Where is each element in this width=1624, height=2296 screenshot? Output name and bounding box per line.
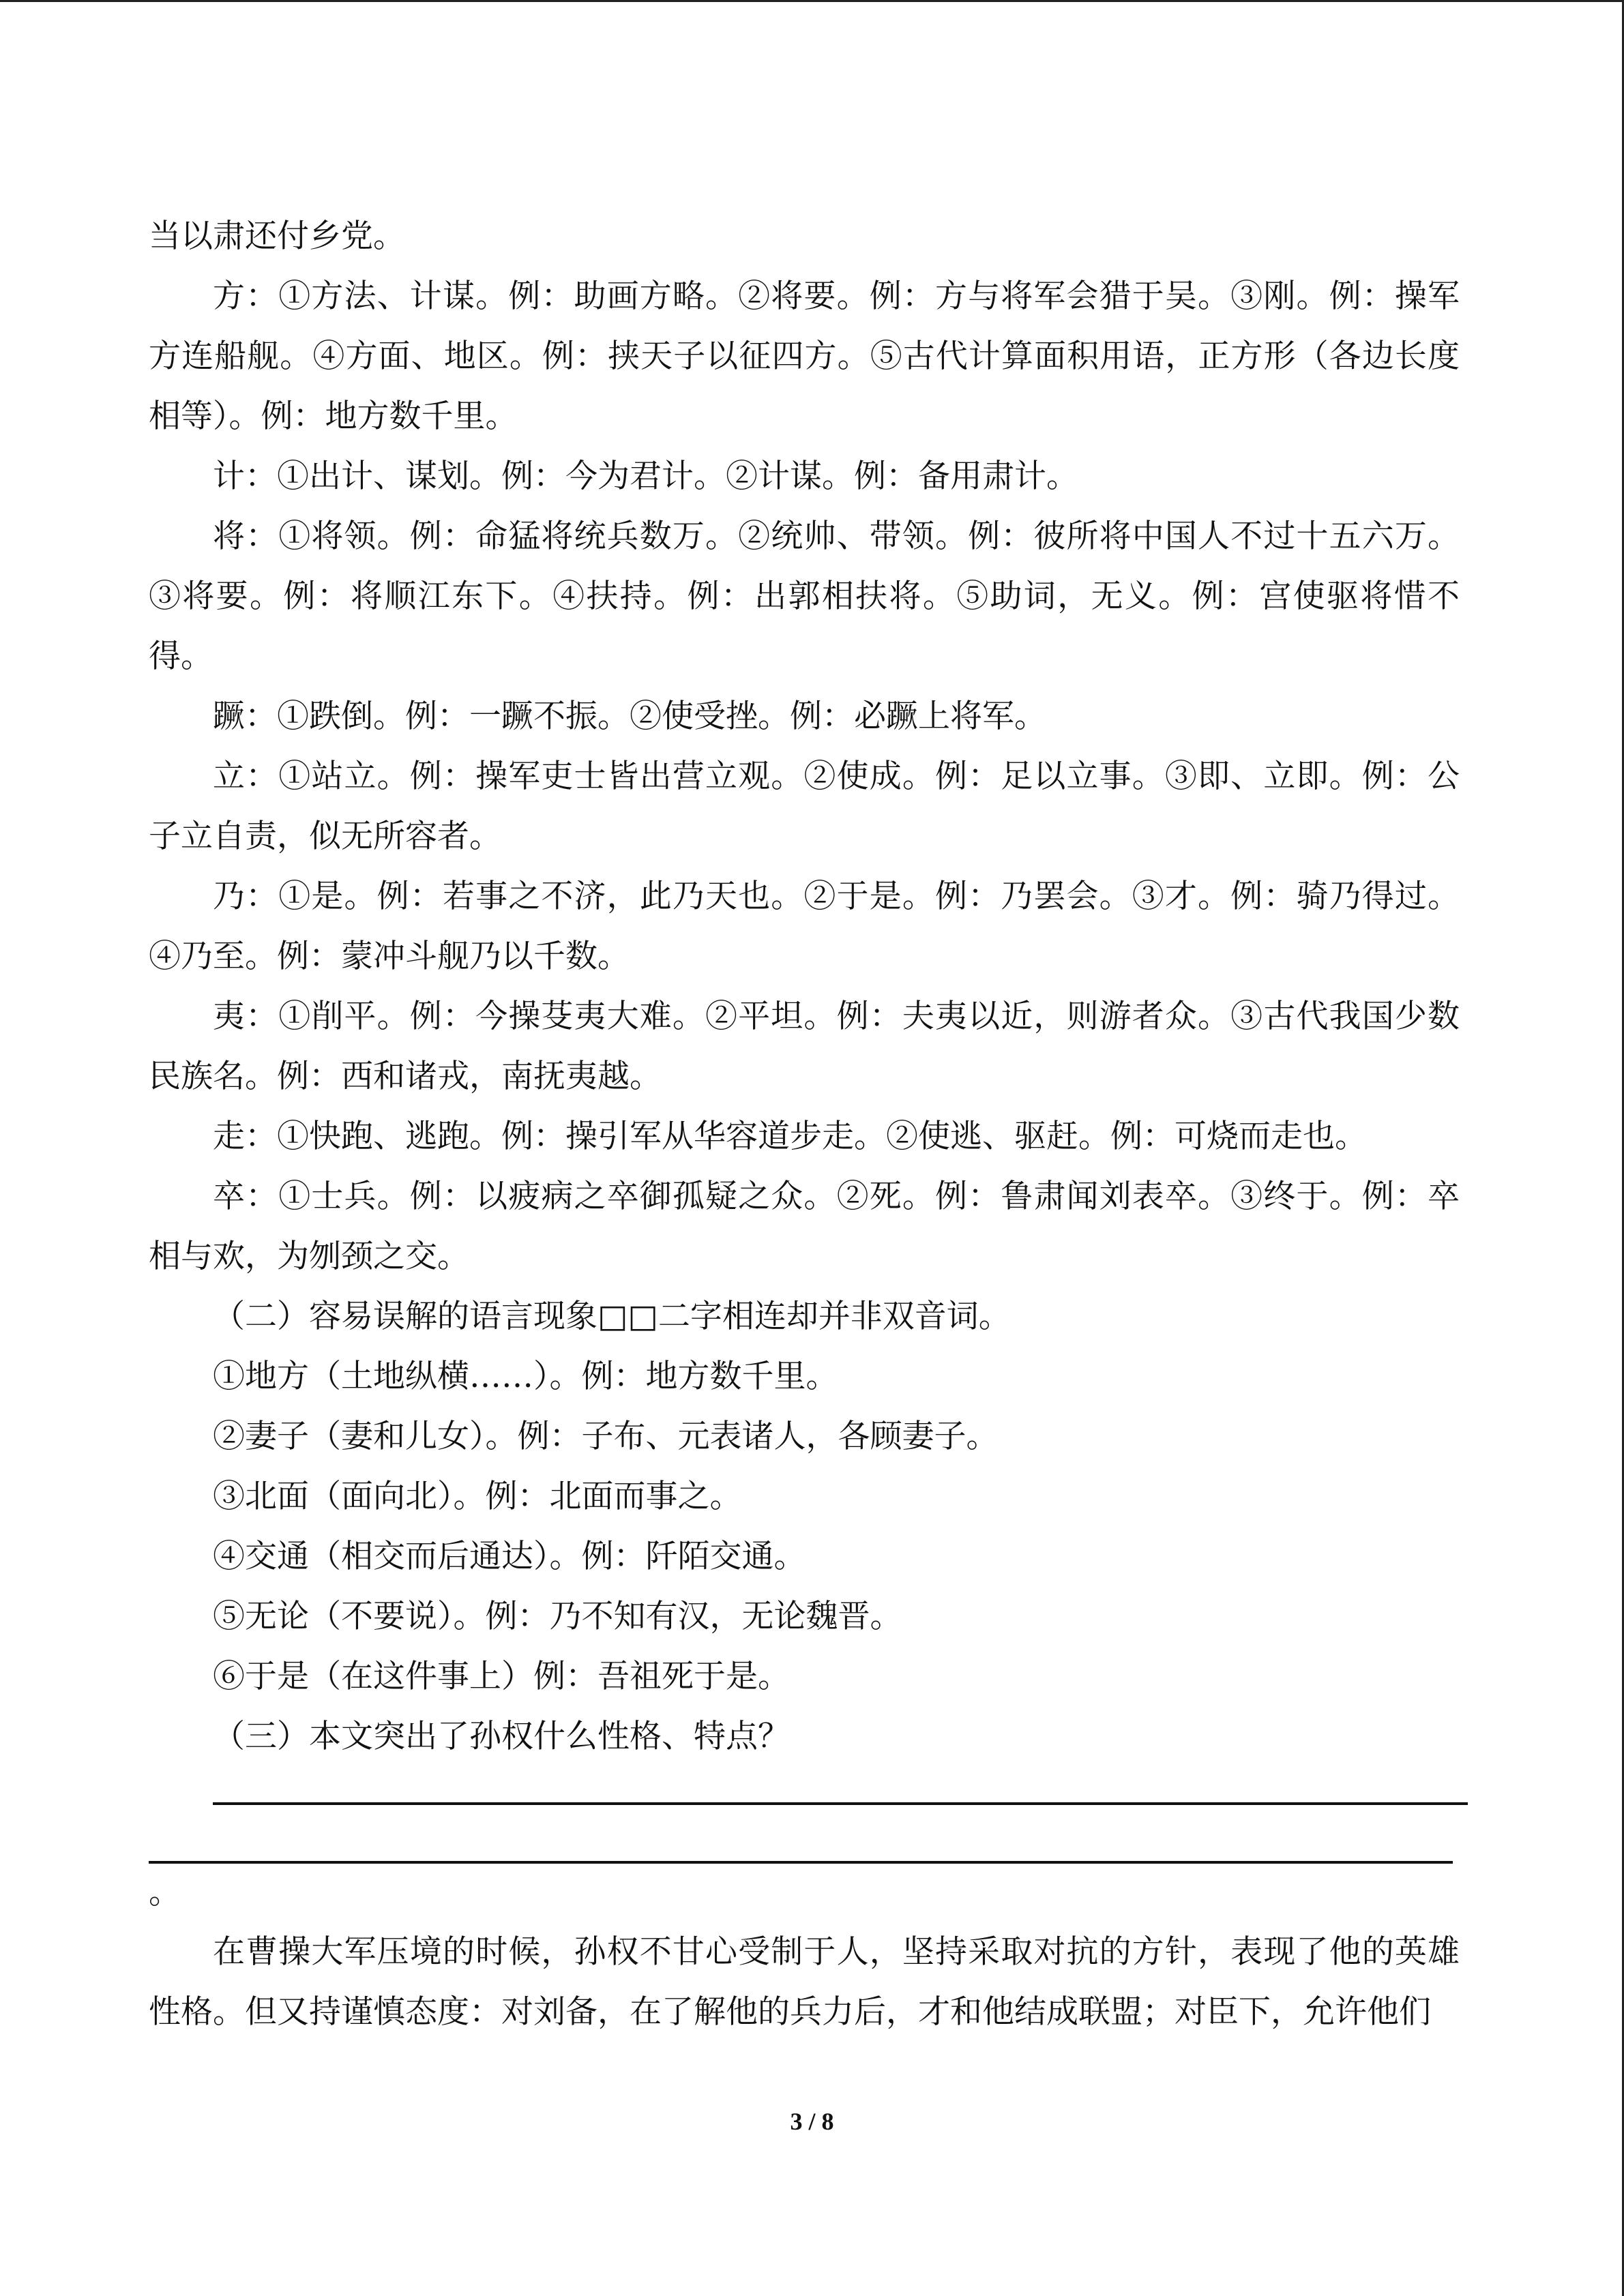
entry-nai: 乃：①是。例：若事之不济，此乃天也。②于是。例：乃罢会。③才。例：骑乃得过。④乃至。例：蒙冲斗舰乃以千数。	[149, 878, 1460, 975]
entry-zu: 卒：①士兵。例：以疲病之卒御孤疑之众。②死。例：鲁肃闻刘表卒。③终于。例：卒相与欢，为刎颈之交。	[149, 1178, 1460, 1275]
entry-ji: 计：①出计、谋划。例：今为君计。②计谋。例：备用肃计。	[213, 458, 1078, 495]
answer-paragraph: 在曹操大军压境的时候，孙权不甘心受制于人，坚持采取对抗的方针，表现了他的英雄性格。但又持谨慎态度：对刘备，在了解他的兵力后，才和他结成联盟；对臣下，允许他们	[149, 1933, 1460, 2031]
entry-jiang: 将：①将领。例：命猛将统兵数万。②统帅、带领。例：彼所将中国人不过十五六万。③将要。例：将顺江东下。④扶持。例：出郭相扶将。⑤助词，无义。例：宫使驱将惜不得。	[149, 518, 1460, 675]
phrase-item-5: ⑤无论（不要说）。例：乃不知有汉，无论魏晋。	[213, 1598, 902, 1635]
page-number: 3 / 8	[790, 2108, 834, 2135]
phrase-item-6: ⑥于是（在这件事上）例：吾祖死于是。	[213, 1658, 790, 1695]
section-heading-3: （三）本文突出了孙权什么性格、特点？	[213, 1718, 790, 1755]
phrase-item-4: ④交通（相交而后通达）。例：阡陌交通。	[213, 1538, 806, 1575]
answer-blank	[149, 1767, 1460, 1922]
continued-line: 当以肃还付乡党。	[149, 218, 405, 255]
section-heading-2: （二）容易误解的语言现象□□二字相连却并非双音词。	[213, 1298, 1011, 1335]
entry-zou: 走：①快跑、逃跑。例：操引军从华容道步走。②使逃、驱赶。例：可烧而走也。	[213, 1118, 1367, 1155]
document-body	[149, 207, 1460, 2042]
answer-line-2	[149, 1861, 1453, 1864]
phrase-item-2: ②妻子（妻和儿女）。例：子布、元表诸人，各顾妻子。	[213, 1418, 999, 1455]
phrase-item-1: ①地方（土地纵横……）。例：地方数千里。	[213, 1358, 838, 1395]
answer-period: 。	[149, 1874, 181, 1911]
entry-fang: 方：①方法、计谋。例：助画方略。②将要。例：方与将军会猎于吴。③刚。例：操军方连船舰。④方面、地区。例：挟天子以征四方。⑤古代计算面积用语，正方形（各边长度相等）。例：地方数千里。	[149, 278, 1460, 435]
entry-yi: 夷：①削平。例：今操芟夷大难。②平坦。例：夫夷以近，则游者众。③古代我国少数民族名。例：西和诸戎，南抚夷越。	[149, 998, 1460, 1095]
answer-line-1	[213, 1802, 1468, 1805]
entry-li: 立：①站立。例：操军吏士皆出营立观。②使成。例：足以立事。③即、立即。例：公子立自责，似无所容者。	[149, 758, 1460, 855]
entry-jue: 蹶：①跌倒。例：一蹶不振。②使受挫。例：必蹶上将军。	[213, 698, 1046, 735]
phrase-item-3: ③北面（面向北）。例：北面而事之。	[213, 1478, 742, 1515]
